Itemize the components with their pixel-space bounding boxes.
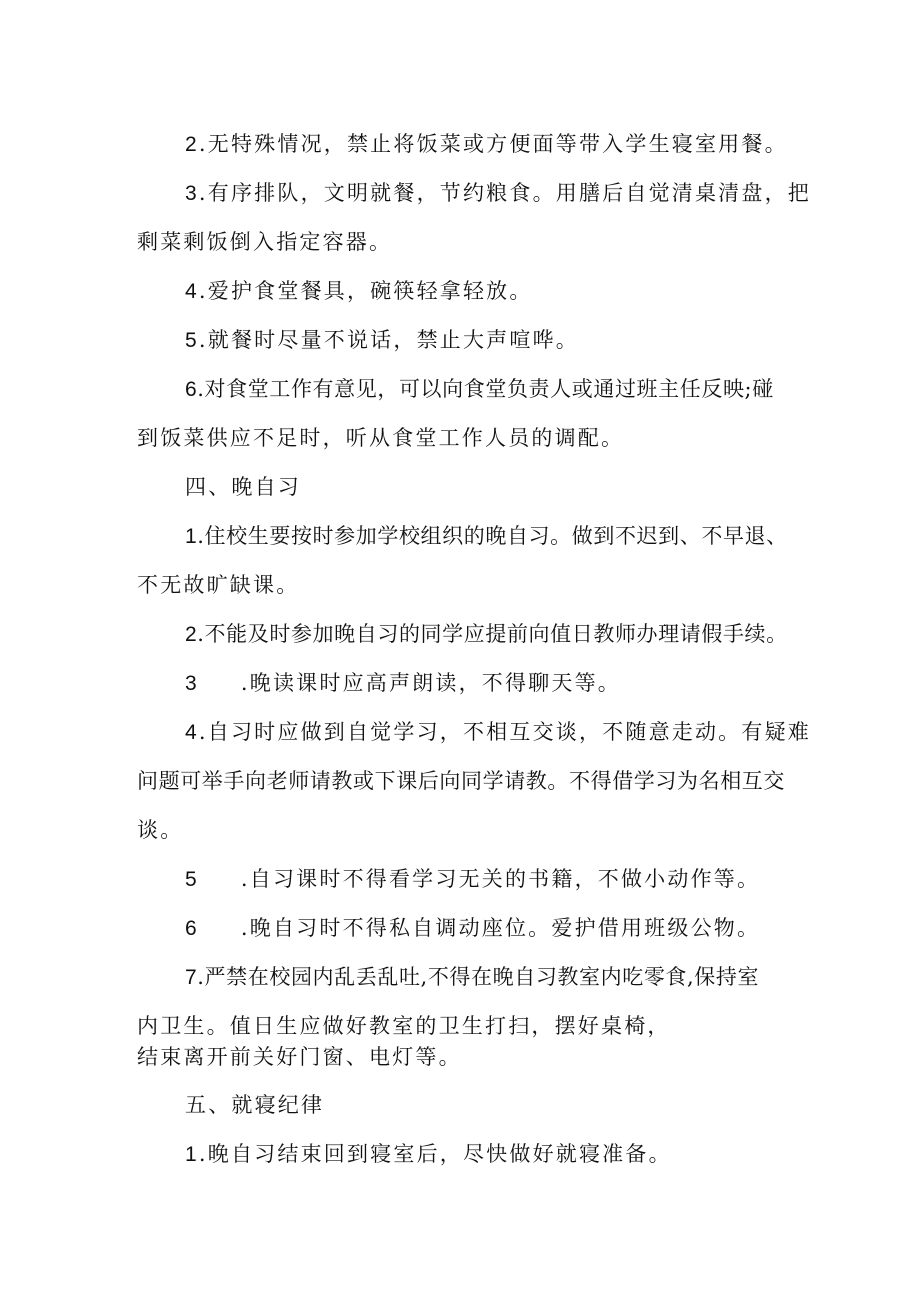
paragraph-line	[185, 1142, 672, 1167]
line-text: .自习课时不得看学习无关的书籍，不做小动作等。	[240, 867, 761, 891]
line-text: 剩菜剩饭倒入指定容器。	[137, 230, 393, 254]
line-text: .自习时应做到自觉学习，不相互交谈，不随意走动。有疑难	[198, 720, 811, 744]
paragraph-line	[185, 377, 774, 402]
paragraph-line	[137, 573, 299, 597]
item-number: 6	[185, 378, 198, 401]
paragraph-line	[185, 720, 811, 745]
line-text: 结束离开前关好门窗、电灯等。	[137, 1045, 462, 1069]
line-text: .严禁在校园内乱丢乱吐,不得在晚自习教室内吃零食,保持室	[197, 965, 760, 989]
item-number: 3	[185, 182, 199, 205]
item-number: 2	[185, 133, 199, 156]
paragraph-line	[185, 181, 811, 206]
item-number: 5	[185, 868, 199, 891]
paragraph-line	[137, 1014, 671, 1038]
line-text: .有序排队，文明就餐，节约粮食。用膳后自觉清桌清盘，把	[198, 181, 811, 205]
paragraph-line	[185, 524, 788, 549]
paragraph-line	[185, 328, 579, 353]
paragraph-line	[185, 279, 533, 304]
paragraph-line	[185, 132, 788, 157]
item-number: 7	[185, 966, 198, 989]
section-heading	[185, 1093, 324, 1117]
paragraph-line	[185, 916, 760, 941]
line-text: .晚自习结束回到寝室后，尽快做好就寝准备。	[198, 1142, 672, 1166]
line-text: .晚自习时不得私自调动座位。爱护借用班级公物。	[240, 916, 761, 940]
line-text: 到饭菜供应不足时，听从食堂工作人员的调配。	[137, 426, 625, 450]
line-text: .住校生要按时参加学校组织的晚自习。做到不迟到、不早退、	[197, 524, 788, 548]
line-text: 谈。	[137, 818, 184, 842]
line-text: .爱护食堂餐具，碗筷轻拿轻放。	[198, 279, 533, 303]
paragraph-line	[137, 769, 785, 793]
line-text: .无特殊情况，禁止将饭菜或方便面等带入学生寝室用餐。	[198, 132, 788, 156]
item-number: 6	[185, 917, 199, 940]
line-text: 四、晚自习	[185, 475, 301, 499]
section-heading	[185, 475, 301, 499]
item-number: 4	[185, 280, 199, 303]
paragraph-line	[185, 965, 759, 990]
line-text: 内卫生。值日生应做好教室的卫生打扫，摆好桌椅，	[137, 1014, 671, 1038]
paragraph-line	[185, 867, 760, 892]
item-number: 1	[185, 525, 198, 548]
item-number: 2	[185, 623, 198, 646]
line-text: .就餐时尽量不说话，禁止大声喧哗。	[198, 328, 579, 352]
paragraph-line	[137, 426, 624, 450]
line-text: .晚读课时应高声朗读，不得聊天等。	[240, 671, 621, 695]
paragraph-line	[137, 818, 183, 842]
item-number: 1	[185, 1143, 199, 1166]
line-text: .对食堂工作有意见，可以向食堂负责人或通过班主任反映;碰	[197, 377, 774, 401]
paragraph-line	[137, 230, 392, 254]
line-text: 五、就寝纪律	[185, 1093, 325, 1117]
item-number: 3	[185, 672, 199, 695]
item-number: 5	[185, 329, 199, 352]
item-number: 4	[185, 721, 199, 744]
line-text: .不能及时参加晚自习的同学应提前向值日教师办理请假手续。	[197, 622, 788, 646]
paragraph-line	[185, 671, 621, 696]
line-text: 不无故旷缺课。	[137, 573, 300, 597]
paragraph-line	[185, 622, 788, 647]
line-text: 问题可举手向老师请教或下课后向同学请教。不得借学习为名相互交	[137, 769, 785, 793]
paragraph-line	[137, 1045, 462, 1069]
